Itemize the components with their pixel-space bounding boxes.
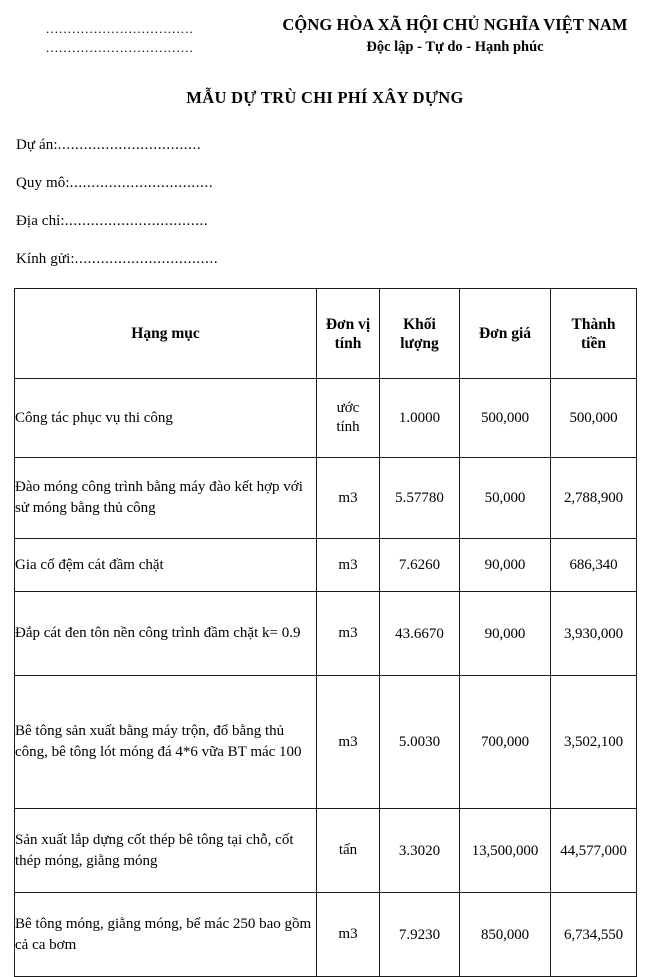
cell-item: Đào móng công trình bằng máy đào kết hợp với sử móng bằng thủ công bbox=[15, 458, 317, 539]
cell-unit: m3 bbox=[317, 458, 380, 539]
column-header-unit-line2: tính bbox=[334, 334, 362, 352]
table-header-row bbox=[15, 289, 637, 379]
cell-unit: m3 bbox=[317, 676, 380, 809]
cell-unit-line2: tính bbox=[336, 419, 360, 435]
cell-quantity: 7.9230 bbox=[380, 893, 460, 977]
cell-unit: m3 bbox=[317, 893, 380, 977]
cell-amount: 3,502,100 bbox=[551, 676, 637, 809]
page-title: MẪU DỰ TRÙ CHI PHÍ XÂY DỰNG bbox=[186, 88, 464, 107]
cell-unit-price: 50,000 bbox=[460, 458, 551, 539]
header-right-block bbox=[282, 14, 636, 58]
header-left-block bbox=[14, 14, 282, 57]
cell-amount: 686,340 bbox=[551, 539, 637, 592]
field-scale bbox=[16, 174, 650, 193]
cell-quantity: 3.3020 bbox=[380, 809, 460, 893]
cell-amount: 500,000 bbox=[551, 379, 637, 458]
cell-amount: 2,788,900 bbox=[551, 458, 637, 539]
form-fields bbox=[0, 136, 650, 269]
cell-unit: m3 bbox=[317, 592, 380, 676]
cell-unit bbox=[317, 379, 380, 458]
table-body bbox=[15, 379, 637, 977]
cell-unit: m3 bbox=[317, 539, 380, 592]
cost-table-container bbox=[0, 288, 650, 977]
cell-quantity: 43.6670 bbox=[380, 592, 460, 676]
field-recipient-label: Kính gửi: bbox=[16, 251, 75, 267]
cell-quantity: 5.0030 bbox=[380, 676, 460, 809]
column-header-amount-line2: tiền bbox=[581, 334, 606, 352]
column-header-unit bbox=[317, 289, 380, 379]
table-row bbox=[15, 893, 637, 977]
table-row bbox=[15, 539, 637, 592]
document-header bbox=[0, 0, 650, 58]
national-motto: Độc lập - Tự do - Hạnh phúc bbox=[366, 39, 544, 55]
column-header-quantity-line1: Khối bbox=[403, 315, 436, 333]
field-scale-dots[interactable]: ................................. bbox=[69, 175, 214, 191]
field-address bbox=[16, 212, 650, 231]
cell-quantity: 1.0000 bbox=[380, 379, 460, 458]
cell-item: Gia cố đệm cát đầm chặt bbox=[15, 539, 317, 592]
header-dotted-line-1: .................................. bbox=[46, 21, 194, 36]
cell-unit-price: 500,000 bbox=[460, 379, 551, 458]
column-header-unit-price: Đơn giá bbox=[460, 289, 551, 379]
column-header-amount bbox=[551, 289, 637, 379]
field-address-label: Địa chỉ: bbox=[16, 213, 65, 229]
cell-unit-line1: ước bbox=[336, 400, 360, 416]
cell-unit-price: 700,000 bbox=[460, 676, 551, 809]
cell-unit-price: 90,000 bbox=[460, 539, 551, 592]
column-header-item: Hạng mục bbox=[15, 289, 317, 379]
column-header-quantity bbox=[380, 289, 460, 379]
cell-quantity: 5.57780 bbox=[380, 458, 460, 539]
cell-amount: 44,577,000 bbox=[551, 809, 637, 893]
cell-unit-price: 90,000 bbox=[460, 592, 551, 676]
cell-amount: 6,734,550 bbox=[551, 893, 637, 977]
table-row bbox=[15, 592, 637, 676]
cell-amount: 3,930,000 bbox=[551, 592, 637, 676]
field-project bbox=[16, 136, 650, 155]
column-header-unit-line1: Đơn vị bbox=[325, 315, 371, 333]
field-project-label: Dự án: bbox=[16, 137, 58, 153]
national-title: CỘNG HÒA XÃ HỘI CHỦ NGHĨA VIỆT NAM bbox=[282, 15, 628, 34]
cell-item: Bê tông sản xuất bằng máy trộn, đổ bằng thủ công, bê tông lót móng đá 4*6 vữa BT mác 100 bbox=[15, 676, 317, 809]
column-header-quantity-line2: lượng bbox=[400, 334, 439, 352]
cell-unit-price: 850,000 bbox=[460, 893, 551, 977]
cell-unit: tấn bbox=[317, 809, 380, 893]
table-row bbox=[15, 809, 637, 893]
field-address-dots[interactable]: ................................. bbox=[64, 213, 209, 229]
table-header bbox=[15, 289, 637, 379]
cell-unit-price: 13,500,000 bbox=[460, 809, 551, 893]
cell-item: Công tác phục vụ thi công bbox=[15, 379, 317, 458]
column-header-amount-line1: Thành bbox=[571, 315, 616, 333]
cost-estimate-table bbox=[14, 288, 637, 977]
header-dotted-line-2: .................................. bbox=[46, 40, 194, 55]
table-row bbox=[15, 676, 637, 809]
table-row bbox=[15, 379, 637, 458]
table-row bbox=[15, 458, 637, 539]
cell-item: Sản xuất lắp dựng cốt thép bê tông tại chỗ, cốt thép móng, giằng móng bbox=[15, 809, 317, 893]
field-scale-label: Quy mô: bbox=[16, 175, 70, 191]
field-project-dots[interactable]: ................................. bbox=[57, 137, 202, 153]
cell-quantity: 7.6260 bbox=[380, 539, 460, 592]
cell-item: Bê tông móng, giằng móng, bể mác 250 bao gồm cả ca bơm bbox=[15, 893, 317, 977]
field-recipient bbox=[16, 250, 650, 269]
cell-item: Đắp cát đen tôn nền công trình đầm chặt k= 0.9 bbox=[15, 592, 317, 676]
field-recipient-dots[interactable]: ................................. bbox=[74, 251, 219, 267]
